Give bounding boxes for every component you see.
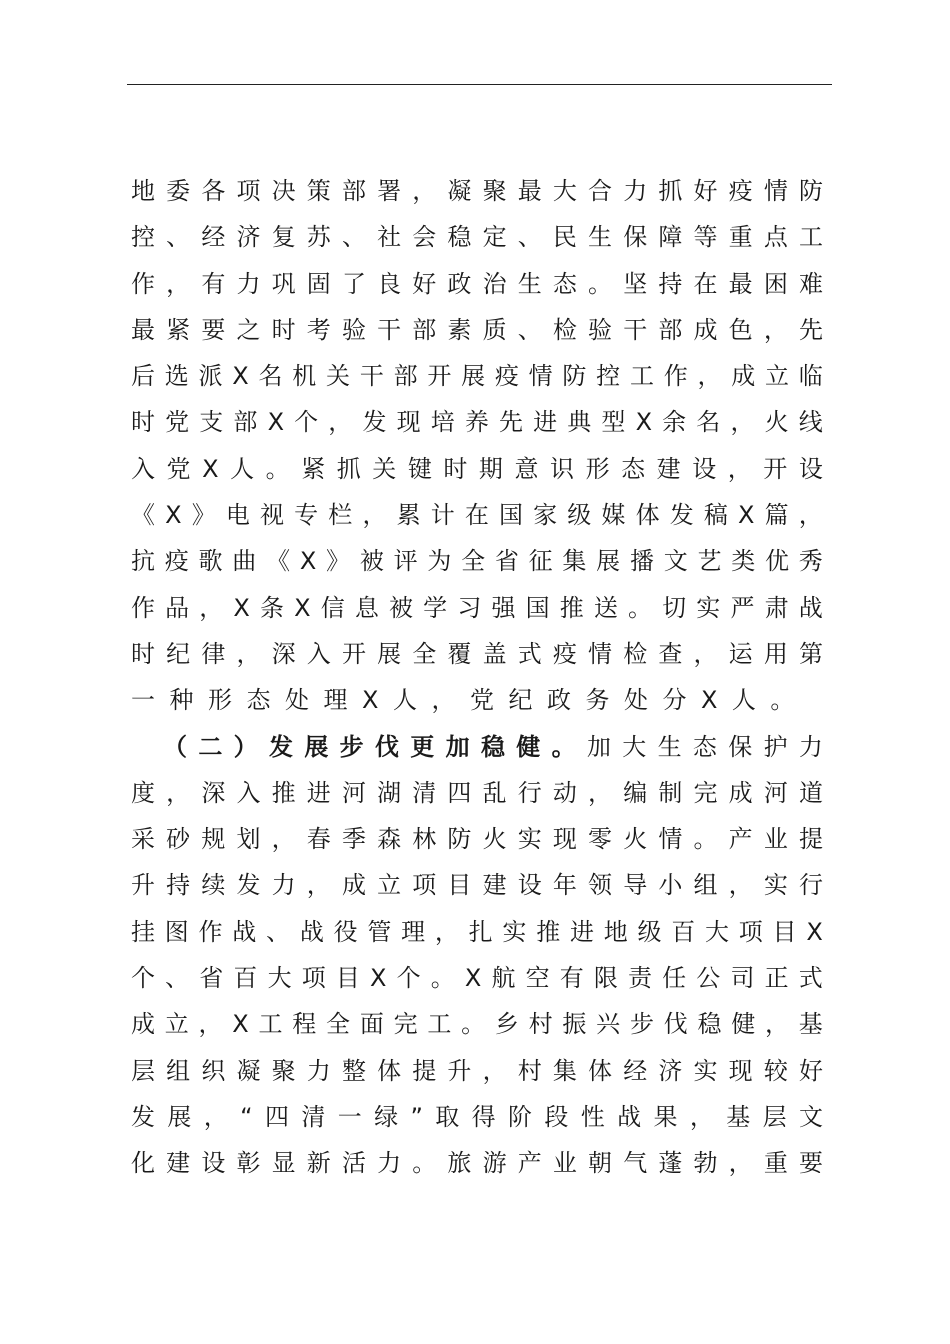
text-line: 度 ， 深 入 推 进 河 湖 清 四 乱 行 动 ， 编 制 完 成 河 道 <box>131 778 823 807</box>
text-line: （ 二 ） 发 展 步 伐 更 加 稳 健 。 加 大 生 态 保 护 力 <box>163 732 823 761</box>
text-line: 化 建 设 彰 显 新 活 力 。 旅 游 产 业 朝 气 蓬 勃 ， 重 要 <box>131 1149 823 1178</box>
text-line: 层 组 织 凝 聚 力 整 体 提 升 ， 村 集 体 经 济 实 现 较 好 <box>131 1056 823 1085</box>
text-line: 个 、 省 百 大 项 目 X 个 。 X 航 空 有 限 责 任 公 司 正 式 <box>131 964 823 993</box>
text-line: 后 选 派 X 名 机 关 干 部 开 展 疫 情 防 控 工 作 ， 成 立 临 <box>131 362 823 391</box>
text-line: 发 展 ， “ 四 清 一 绿 ” 取 得 阶 段 性 战 果 ， 基 层 文 <box>131 1102 823 1131</box>
header-rule <box>127 84 832 85</box>
text-line: 控 、 经 济 复 苏 、 社 会 稳 定 、 民 生 保 障 等 重 点 工 <box>131 223 823 252</box>
text-line: 抗 疫 歌 曲 《 X 》 被 评 为 全 省 征 集 展 播 文 艺 类 优 秀 <box>131 547 823 576</box>
text-line: 时 纪 律 ， 深 入 开 展 全 覆 盖 式 疫 情 检 查 ， 运 用 第 <box>131 639 823 668</box>
text-line: 最 紧 要 之 时 考 验 干 部 素 质 、 检 验 干 部 成 色 ， 先 <box>131 315 823 344</box>
text-line: 时 党 支 部 X 个 ， 发 现 培 养 先 进 典 型 X 余 名 ， 火 线 <box>131 408 823 437</box>
text-line: 升 持 续 发 力 ， 成 立 项 目 建 设 年 领 导 小 组 ， 实 行 <box>131 871 823 900</box>
text-line: 地 委 各 项 决 策 部 署 ， 凝 聚 最 大 合 力 抓 好 疫 情 防 <box>131 177 823 205</box>
text-line: 作 ， 有 力 巩 固 了 良 好 政 治 生 态 。 坚 持 在 最 困 难 <box>131 269 823 298</box>
text-line: 一 种 形 态 处 理 X 人 ， 党 纪 政 务 处 分 X 人 。 <box>131 686 795 715</box>
text-line: 入 党 X 人 。 紧 抓 关 键 时 期 意 识 形 态 建 设 ， 开 设 <box>131 454 823 483</box>
text-line: 挂 图 作 战 、 战 役 管 理 ， 扎 实 推 进 地 级 百 大 项 目 X <box>131 917 823 946</box>
text-line: 作 品 ， X 条 X 信 息 被 学 习 强 国 推 送 。 切 实 严 肃 战 <box>131 593 823 622</box>
text-line: 成 立 ， X 工 程 全 面 完 工 。 乡 村 振 兴 步 伐 稳 健 ， 基 <box>131 1010 823 1039</box>
text-line: 《 X 》 电 视 专 栏 ， 累 计 在 国 家 级 媒 体 发 稿 X 篇 ， <box>131 501 823 530</box>
text-line: 采 砂 规 划 ， 春 季 森 林 防 火 实 现 零 火 情 。 产 业 提 <box>131 825 823 854</box>
body-text <box>131 168 823 1187</box>
